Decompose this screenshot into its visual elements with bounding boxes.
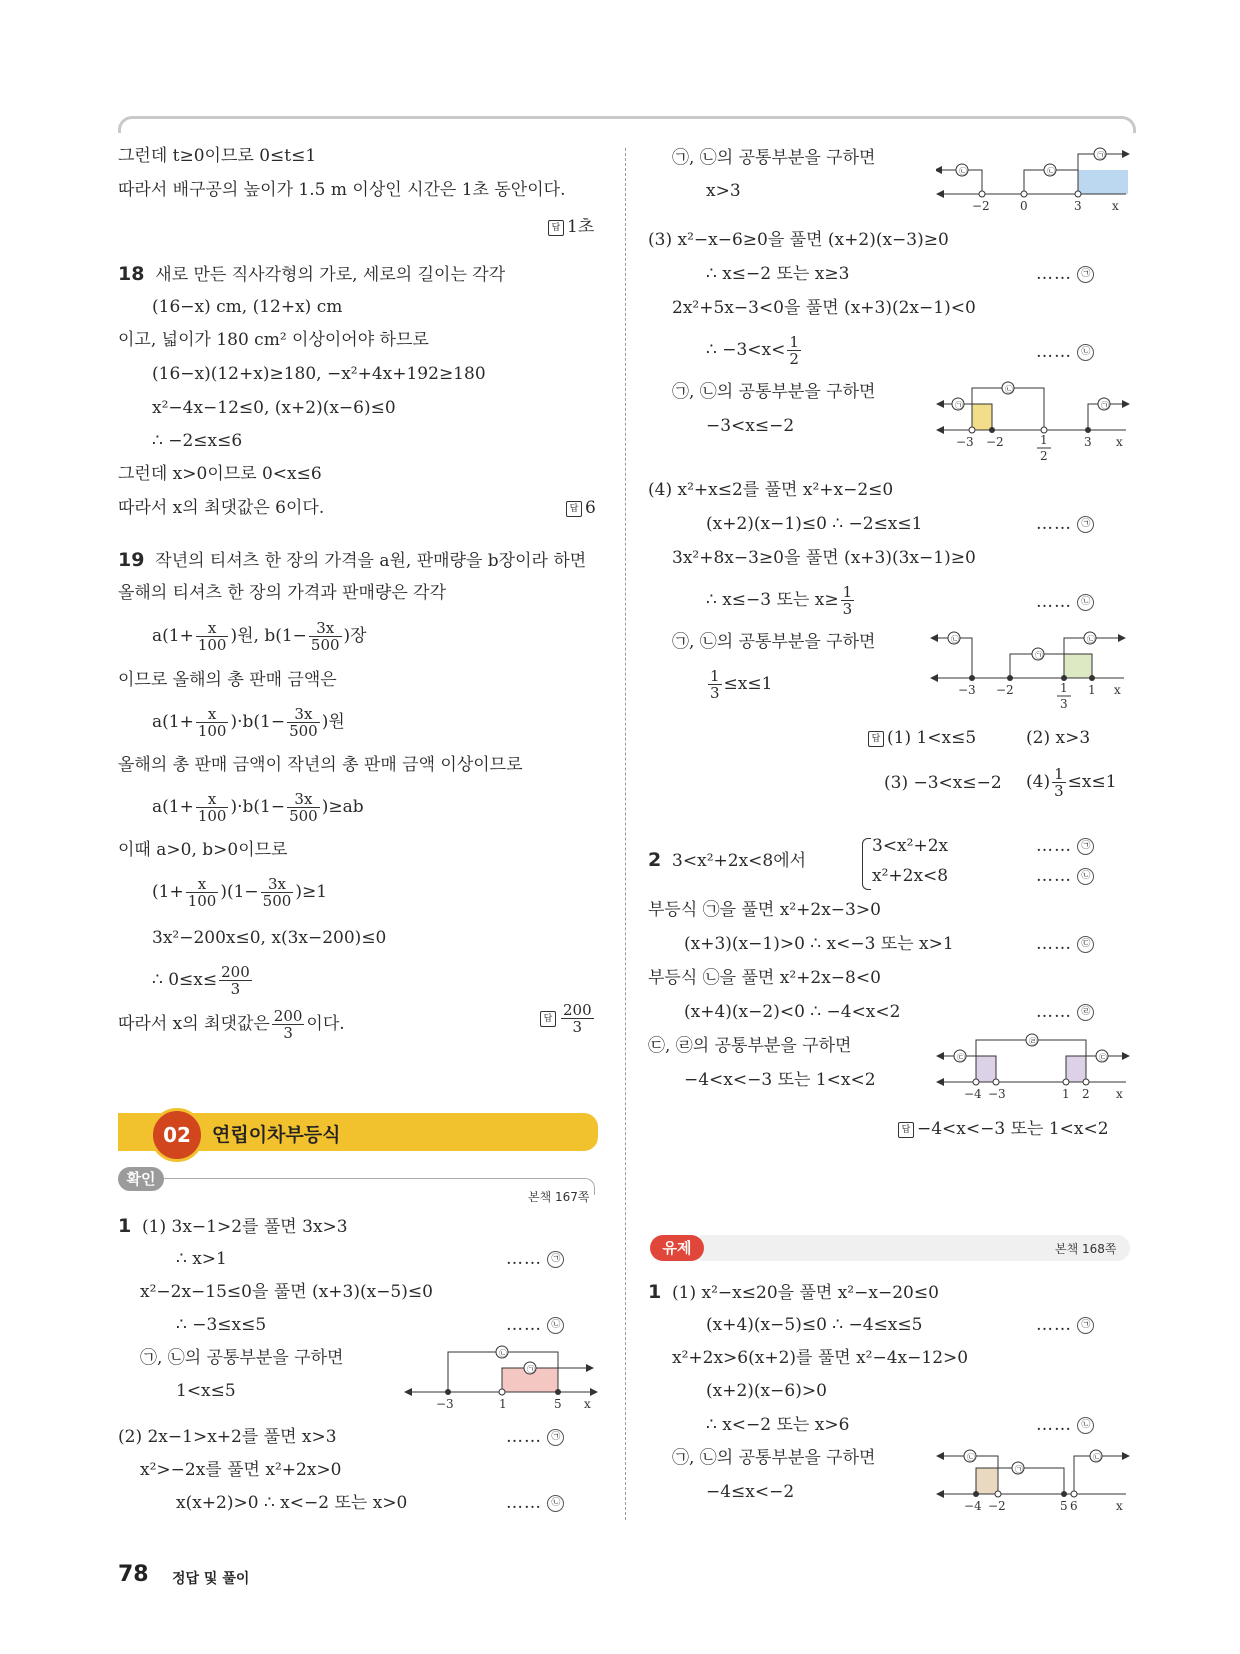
problem-number: 1 — [118, 1215, 132, 1237]
text-line: (16−x) cm, (12+x) cm — [152, 297, 343, 317]
text-line: x²−4x−12≤0, (x+2)(x−6)≤0 — [152, 398, 396, 418]
svg-text:㉡: ㉡ — [959, 167, 967, 176]
system-brace — [862, 838, 871, 890]
text-line: 2x²+5x−3<0을 풀면 (x+3)(2x−1)<0 — [672, 298, 976, 318]
text-line: 3x²+8x−3≥0을 풀면 (x+3)(3x−1)≥0 — [672, 548, 976, 568]
number-line-diagram — [936, 1030, 1132, 1106]
label-c: …… ㉢ — [1036, 932, 1094, 956]
svg-text:㉡: ㉡ — [1093, 1453, 1101, 1462]
math-line: a(1+ $\frac{x}{100}$ )원, b(1− $\frac{3x}{500}$ )장 — [152, 619, 367, 654]
text-line: 3<x²+2x — [872, 836, 949, 856]
label-a: …… ㉠ — [1036, 834, 1094, 858]
label-b: …… ㉡ — [1036, 1413, 1094, 1437]
svg-text:3: 3 — [1074, 199, 1082, 213]
svg-text:−3: −3 — [436, 1397, 454, 1410]
answer-2: (2) x>3 — [1026, 728, 1091, 748]
problem-number: 18 — [118, 263, 145, 285]
math-line: a(1+ $\frac{x}{100}$ )·b(1− $\frac{3x}{500}$ )원 — [152, 705, 345, 740]
answer-3: (3) −3<x≤−2 — [884, 773, 1002, 793]
svg-text:1: 1 — [1040, 433, 1048, 447]
answer-1: 답 (1) 1<x≤5 — [868, 728, 976, 748]
svg-text:x: x — [1114, 683, 1121, 697]
text-line: ㉠, ㉡의 공통부분을 구하면 — [672, 148, 876, 168]
text-line: x²>−2x를 풀면 x²+2x>0 — [140, 1460, 342, 1480]
text-line: 따라서 배구공의 높이가 1.5 m 이상인 시간은 1초 동안이다. — [118, 180, 566, 200]
text-line: x²+2x>6(x+2)를 풀면 x²−4x−12>0 — [672, 1348, 969, 1368]
math-line: ∴ 0≤x≤ $\frac{200}{3}$ — [152, 963, 250, 998]
svg-text:㉡: ㉡ — [1005, 385, 1013, 394]
svg-text:3: 3 — [1060, 697, 1068, 711]
svg-text:−4: −4 — [964, 1087, 982, 1101]
svg-text:2: 2 — [1040, 449, 1048, 463]
text-line: (x+2)(x−1)≤0 ∴ −2≤x≤1 — [706, 514, 923, 534]
answer-q2: 답 −4<x<−3 또는 1<x<2 — [898, 1114, 1109, 1139]
text-line: 1<x≤5 — [176, 1381, 236, 1401]
text-line: (x+3)(x−1)>0 ∴ x<−3 또는 x>1 — [684, 934, 954, 954]
svg-text:㉡: ㉡ — [951, 635, 959, 644]
answer-icon: 답 — [540, 1011, 556, 1027]
svg-text:−2: −2 — [986, 435, 1004, 449]
page-reference: 본책 168쪽 — [1055, 1242, 1117, 1256]
svg-text:1: 1 — [1060, 681, 1068, 695]
text-line: ∴ x≤−2 또는 x≥3 — [706, 264, 850, 284]
svg-text:x: x — [1116, 435, 1123, 449]
math-line: a(1+ $\frac{x}{100}$ )·b(1− $\frac{3x}{500}$ )≥ab — [152, 790, 364, 825]
column-divider — [625, 148, 626, 1520]
svg-text:−3: −3 — [958, 683, 976, 697]
text-line: −3<x≤−2 — [706, 416, 795, 436]
math-line: $\frac{1}{3}$ ≤x≤1 — [710, 667, 773, 702]
svg-text:1: 1 — [1062, 1087, 1070, 1101]
number-line-diagram — [936, 378, 1132, 466]
label-a: …… ㉠ — [1036, 262, 1094, 286]
svg-text:−3: −3 — [956, 435, 974, 449]
svg-text:x: x — [1116, 1499, 1123, 1513]
section-number: 02 — [150, 1108, 204, 1162]
label-d: …… ㉣ — [1036, 1000, 1094, 1024]
text-line: x²−2x−15≤0을 풀면 (x+3)(x−5)≤0 — [140, 1282, 433, 1302]
text-line: (3) x²−x−6≥0을 풀면 (x+2)(x−3)≥0 — [648, 230, 949, 250]
svg-text:㉠: ㉠ — [1015, 1465, 1023, 1474]
text-line: ㉠, ㉡의 공통부분을 구하면 — [672, 632, 876, 652]
label-b: …… ㉡ — [506, 1491, 564, 1515]
check-1: 1 (1) 3x−1>2를 풀면 3x>3 — [118, 1215, 348, 1237]
svg-text:㉢: ㉢ — [957, 1053, 965, 1062]
math-line: (1+ $\frac{x}{100}$ )(1− $\frac{3x}{500}$ )≥1 — [152, 875, 328, 910]
answer-18: 답 6 — [566, 498, 596, 518]
text-line: 이고, 넓이가 180 cm² 이상이어야 하므로 — [118, 330, 429, 350]
svg-text:㉡: ㉡ — [499, 1349, 507, 1358]
text-line: 부등식 ㉡을 풀면 x²+2x−8<0 — [648, 968, 881, 988]
text-line: ∴ −3≤x≤5 — [176, 1315, 267, 1335]
example-label: 유제 — [650, 1235, 704, 1261]
label-b: …… ㉡ — [1036, 864, 1094, 888]
answer-icon: 답 — [898, 1122, 914, 1138]
number-line-diagram — [936, 140, 1132, 216]
footer-title: 정답 및 풀이 — [172, 1571, 250, 1587]
svg-text:−2: −2 — [996, 683, 1014, 697]
math-line: 따라서 x의 최댓값은 $\frac{200}{3}$ 이다. — [118, 1007, 345, 1042]
text-line: (x+2)(x−6)>0 — [706, 1381, 827, 1401]
svg-text:㉠: ㉠ — [1101, 401, 1109, 410]
page-number: 78 — [118, 1562, 149, 1587]
label-a: …… ㉠ — [1036, 512, 1094, 536]
svg-text:1: 1 — [1088, 683, 1096, 697]
text-line: 그런데 x>0이므로 0<x≤6 — [118, 464, 322, 484]
problem-number: 2 — [648, 849, 662, 871]
svg-text:x: x — [584, 1397, 591, 1410]
text-line: ㉠, ㉡의 공통부분을 구하면 — [672, 1448, 876, 1468]
label-a: …… ㉠ — [506, 1425, 564, 1449]
answer-17: 답 1초 — [548, 212, 594, 237]
text-line: 이므로 올해의 총 판매 금액은 — [118, 670, 337, 690]
text-line: 3x²−200x≤0, x(3x−200)≤0 — [152, 928, 387, 948]
text-line: ㉠, ㉡의 공통부분을 구하면 — [140, 1348, 344, 1368]
example-1: 1 (1) x²−x≤20을 풀면 x²−x−20≤0 — [648, 1281, 939, 1303]
label-b: …… ㉡ — [1036, 590, 1094, 614]
text-line: x²+2x<8 — [872, 866, 949, 886]
answer-19: 답 $\frac{200}{3}$ — [540, 1002, 596, 1035]
svg-text:3: 3 — [1084, 435, 1092, 449]
svg-text:5: 5 — [1060, 1499, 1068, 1513]
label-b: …… ㉡ — [506, 1313, 564, 1337]
text-line: (16−x)(12+x)≥180, −x²+4x+192≥180 — [152, 364, 486, 384]
svg-text:1: 1 — [499, 1397, 507, 1410]
text-line: ∴ x<−2 또는 x>6 — [706, 1415, 850, 1435]
label-a: …… ㉠ — [506, 1247, 564, 1271]
svg-text:㉠: ㉠ — [955, 401, 963, 410]
text-line: (2) 2x−1>x+2를 풀면 x>3 — [118, 1427, 337, 1447]
svg-text:2: 2 — [1082, 1087, 1090, 1101]
answer-icon: 답 — [548, 220, 564, 236]
svg-text:5: 5 — [554, 1397, 562, 1410]
svg-text:㉡: ㉡ — [1087, 635, 1095, 644]
text-line: 따라서 x의 최댓값은 6이다. — [118, 498, 325, 518]
problem-2: 2 3<x²+2x<8에서 — [648, 849, 807, 871]
svg-text:x: x — [1116, 1087, 1123, 1101]
svg-text:㉡: ㉡ — [1047, 167, 1055, 176]
problem-number: 19 — [118, 549, 145, 571]
svg-text:−2: −2 — [972, 199, 990, 213]
number-line-diagram — [930, 624, 1130, 712]
text-line: ∴ −2≤x≤6 — [152, 431, 243, 451]
svg-text:x: x — [1112, 199, 1119, 213]
text-line: −4≤x<−2 — [706, 1482, 795, 1502]
label-b: …… ㉡ — [1036, 340, 1094, 364]
svg-text:−3: −3 — [988, 1087, 1006, 1101]
text-line: (x+4)(x−2)<0 ∴ −4<x<2 — [684, 1002, 901, 1022]
math-line: ∴ x≤−3 또는 x≥ $\frac{1}{3}$ — [706, 583, 853, 618]
top-border — [118, 116, 1136, 133]
svg-text:−2: −2 — [988, 1499, 1006, 1513]
svg-text:㉣: ㉣ — [1029, 1037, 1037, 1046]
text-line: 이때 a>0, b>0이므로 — [118, 840, 288, 860]
text-line: 올해의 총 판매 금액이 작년의 총 판매 금액 이상이므로 — [118, 755, 523, 775]
text-line: 부등식 ㉠을 풀면 x²+2x−3>0 — [648, 900, 881, 920]
label-a: …… ㉠ — [1036, 1313, 1094, 1337]
text-line: ∴ x>1 — [176, 1249, 227, 1269]
text-line: −4<x<−3 또는 1<x<2 — [684, 1070, 876, 1090]
svg-text:㉡: ㉡ — [967, 1453, 975, 1462]
check-label: 확인 — [118, 1167, 164, 1191]
svg-text:−4: −4 — [964, 1499, 982, 1513]
text-line: 올해의 티셔츠 한 장의 가격과 판매량은 각각 — [118, 583, 447, 603]
answer-icon: 답 — [566, 501, 582, 517]
svg-text:㉠: ㉠ — [527, 1365, 535, 1374]
number-line-diagram — [404, 1340, 600, 1410]
svg-text:6: 6 — [1070, 1499, 1078, 1513]
svg-text:㉠: ㉠ — [1097, 151, 1105, 160]
text-line: 그런데 t≥0이므로 0≤t≤1 — [118, 146, 317, 166]
page-reference: 본책 167쪽 — [528, 1190, 590, 1204]
text-line: ㉠, ㉡의 공통부분을 구하면 — [672, 382, 876, 402]
text-line: (4) x²+x≤2를 풀면 x²+x−2≤0 — [648, 480, 894, 500]
svg-text:㉢: ㉢ — [1099, 1053, 1107, 1062]
text-line: (x+4)(x−5)≤0 ∴ −4≤x≤5 — [706, 1315, 923, 1335]
number-line-diagram — [936, 1442, 1132, 1518]
svg-text:0: 0 — [1020, 199, 1028, 213]
problem-19: 19 작년의 티셔츠 한 장의 가격을 a원, 판매량을 b장이라 하면 — [118, 549, 587, 571]
text-line: x(x+2)>0 ∴ x<−2 또는 x>0 — [176, 1493, 408, 1513]
section-title: 연립이차부등식 — [212, 1124, 341, 1146]
problem-number: 1 — [648, 1281, 662, 1303]
answer-icon: 답 — [868, 731, 884, 747]
text-line: x>3 — [706, 181, 741, 201]
svg-text:㉠: ㉠ — [1035, 651, 1043, 660]
problem-18: 18 새로 만든 직사각형의 가로, 세로의 길이는 각각 — [118, 263, 506, 285]
text-line: ㉢, ㉣의 공통부분을 구하면 — [648, 1036, 852, 1056]
answer-4: (4) $\frac{1}{3}$ ≤x≤1 — [1026, 765, 1117, 800]
math-line: ∴ −3<x< $\frac{1}{2}$ — [706, 333, 799, 368]
